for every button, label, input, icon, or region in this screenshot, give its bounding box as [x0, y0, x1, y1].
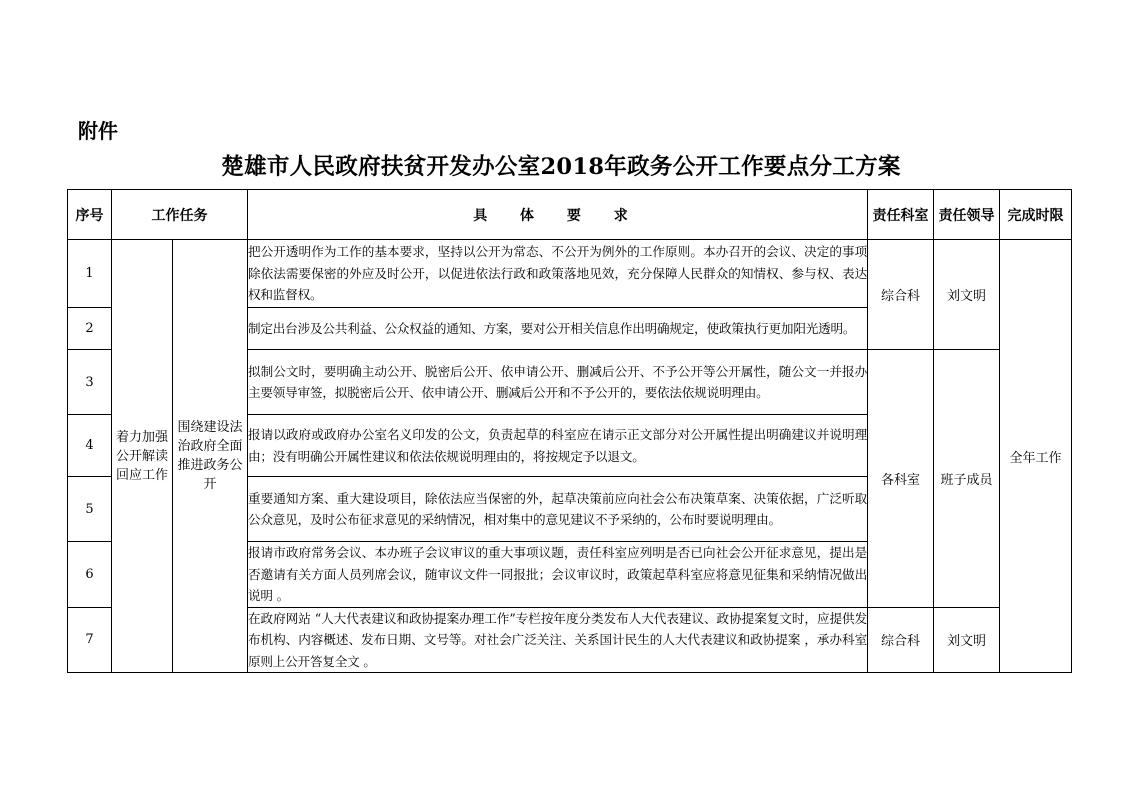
header-leader: 责任领导: [934, 190, 1000, 240]
requirement-cell: [248, 350, 868, 415]
leader-cell: 刘文明: [934, 607, 1000, 673]
table-header-row: [68, 190, 1072, 240]
task-sub-cell: [173, 240, 248, 673]
row-index: 1: [68, 240, 112, 308]
task-sub-text: 围绕建设法治政府全面推进政务公开: [177, 420, 243, 492]
requirement-cell: [248, 607, 868, 673]
row-index: 3: [68, 350, 112, 415]
department-cell: 综合科: [868, 240, 934, 350]
row-index: 2: [68, 308, 112, 350]
requirement-cell: [248, 477, 868, 542]
row-index: 6: [68, 542, 112, 608]
requirement-text: 把公开透明作为工作的基本要求，坚持以公开为常态、不公开为例外的工作原则。本办召开的会议、决定的事项除依法需要保密的外应及时公开，以促进依法行政和政策落地见效，充分保障人民群众的知情权、参与权、表达权和监督权。: [248, 244, 867, 303]
deadline-cell: 全年工作: [1000, 240, 1072, 673]
attachment-label: 附件: [78, 119, 118, 143]
work-plan-table: [67, 189, 1072, 673]
task-main-cell: [112, 240, 173, 673]
task-main-text: 着力加强公开解读回应工作: [115, 429, 168, 483]
row-index: 4: [68, 415, 112, 477]
requirement-cell: [248, 415, 868, 477]
requirement-text: 制定出台涉及公共利益、公众权益的通知、方案，要对公开相关信息作出明确规定，使政策执行更加阳光透明。: [248, 320, 856, 336]
leader-cell: 刘文明: [934, 240, 1000, 350]
department-cell: 综合科: [868, 607, 934, 673]
leader-cell: 班子成员: [934, 350, 1000, 608]
header-index: 序号: [68, 190, 112, 240]
requirement-text: 报请以政府或政府办公室名义印发的公文，负责起草的科室应在请示正文部分对公开属性提出明确建议并说明理由；没有明确公开属性建议和依法依规说明理由的，将按规定予以退文。: [248, 427, 867, 464]
requirement-cell: [248, 240, 868, 308]
department-cell: 各科室: [868, 350, 934, 608]
row-index: 5: [68, 477, 112, 542]
requirement-cell: [248, 308, 868, 350]
header-task: 工作任务: [112, 190, 248, 240]
requirement-cell: [248, 542, 868, 608]
requirement-text: 拟制公文时，要明确主动公开、脱密后公开、依申请公开、删减后公开、不予公开等公开属性，随公文一并报办主要领导审签，拟脱密后公开、依申请公开、删减后公开和不予公开的，要依法依规说明理由。: [248, 363, 867, 400]
header-requirement: 具 体 要 求: [248, 190, 868, 240]
header-deadline: 完成时限: [1000, 190, 1072, 240]
header-department: 责任科室: [868, 190, 934, 240]
document-title: 楚雄市人民政府扶贫开发办公室2018年政务公开工作要点分工方案: [221, 154, 901, 180]
table-row: [68, 240, 1072, 308]
requirement-text: 报请市政府常务会议、本办班子会议审议的重大事项议题，责任科室应列明是否已向社会公开征求意见，提出是否邀请有关方面人员列席会议，随审议文件一同报批；会议审议时，政策起草科室应将意见征集和采纳情况做出说明 。: [248, 545, 867, 603]
requirement-text: 在政府网站 “人大代表建议和政协提案办理工作”专栏按年度分类发布人大代表建议、政协提案复文时，应提供发布机构、内容概述、发布日期、文号等。对社会广泛关注、关系国计民生的人大代表建议和政协提案 ，承办科室原则上公开答复全文 。: [248, 610, 867, 669]
requirement-text: 重要通知方案、重大建设项目，除依法应当保密的外，起草决策前应向社会公布决策草案、决策依据，广泛听取公众意见，及时公布征求意见的采纳情况，相对集中的意见建议不予采纳的，公布时要说明理由。: [248, 490, 867, 527]
row-index: 7: [68, 607, 112, 673]
